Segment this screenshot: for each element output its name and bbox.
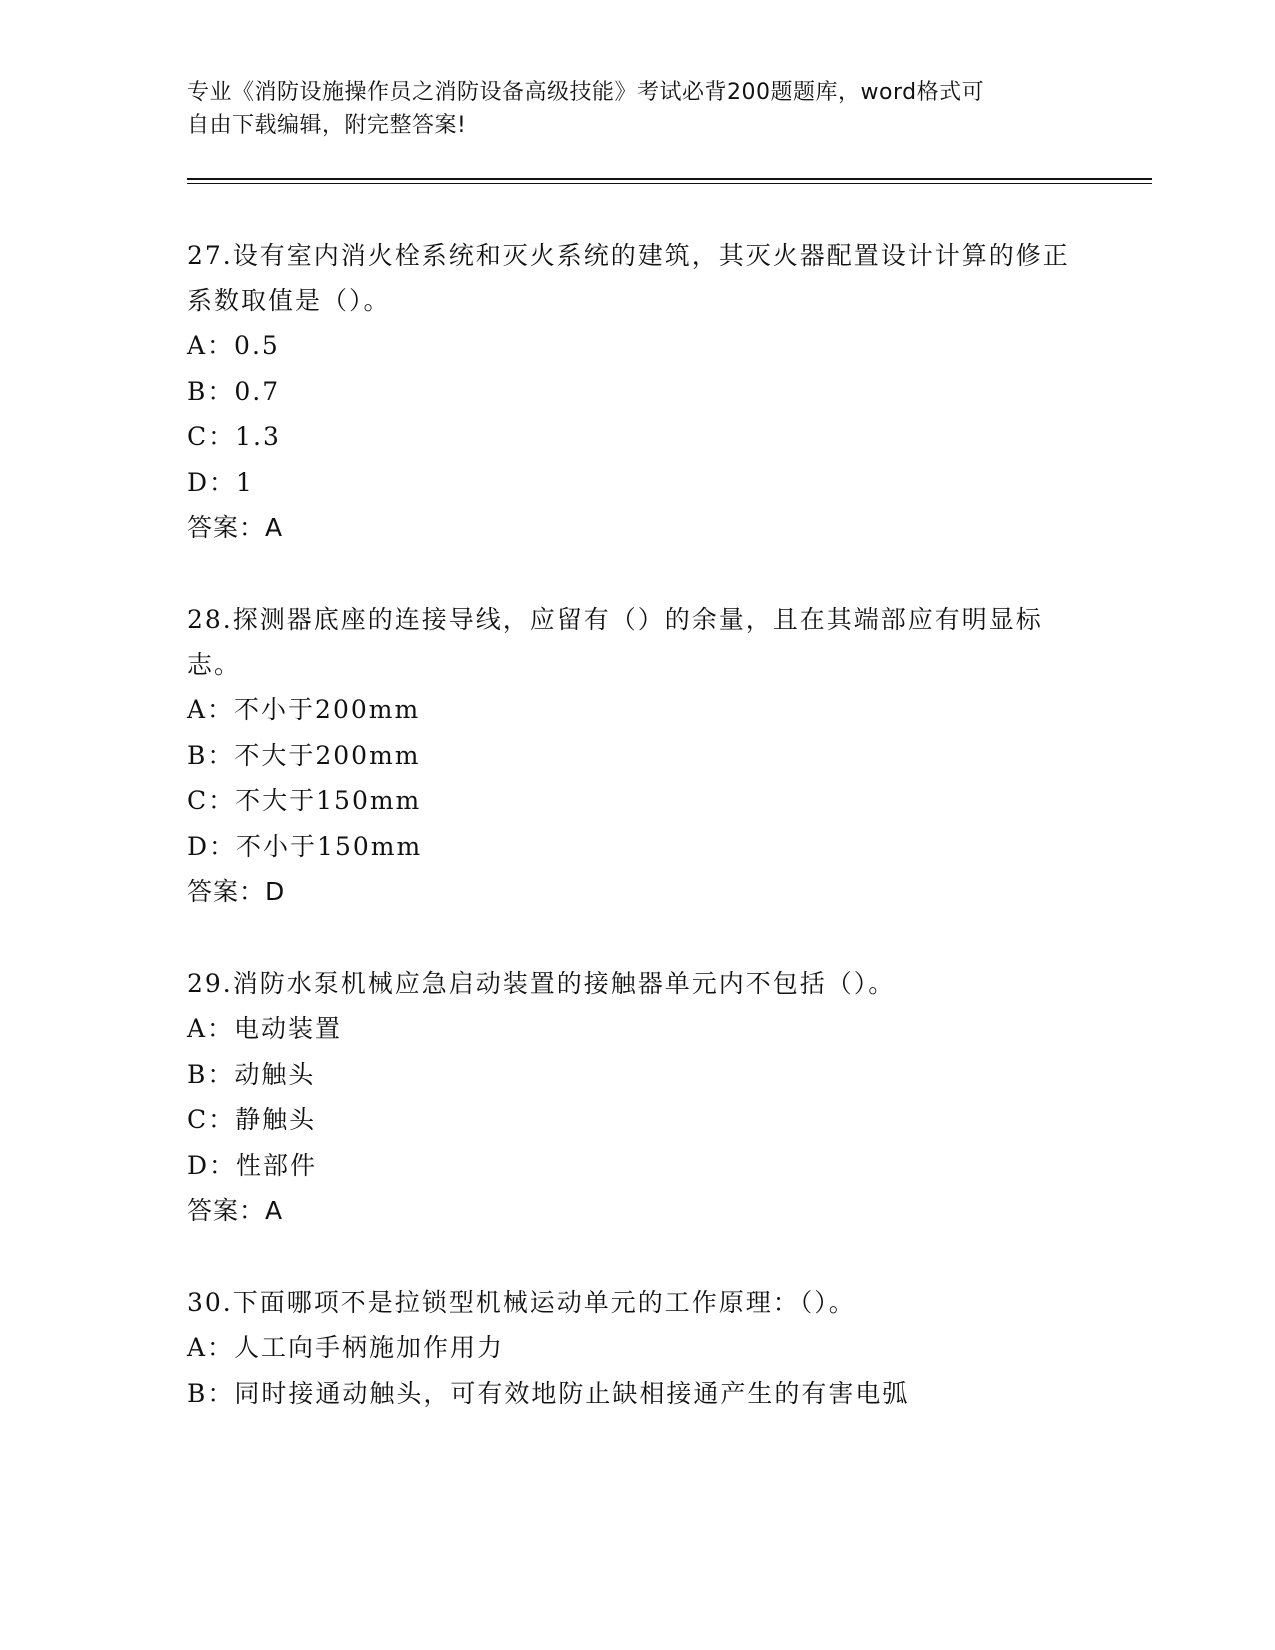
option-c: C：静触头 — [187, 1105, 317, 1134]
option-d: D：1 — [187, 467, 254, 497]
option-c: C：不大于150mm — [187, 786, 422, 815]
header-line-1: 专业《消防设施操作员之消防设备高级技能》考试必背200题题库，word格式可 — [187, 80, 985, 105]
option-a: A：0.5 — [187, 331, 280, 360]
option-a: A：不小于200mm — [187, 695, 421, 724]
question-text: 30.下面哪项不是拉锁型机械运动单元的工作原理：（）。 — [187, 1288, 856, 1317]
option-b: B：同时接通动触头，可有效地防止缺相接通产生的有害电弧 — [187, 1378, 910, 1408]
question-text: 29.消防水泵机械应急启动装置的接触器单元内不包括（）。 — [187, 969, 896, 998]
option-b: B：动触头 — [187, 1059, 316, 1089]
option-b: B：0.7 — [187, 376, 281, 406]
option-a: A：电动装置 — [187, 1014, 343, 1043]
option-d: D：不小于150mm — [187, 831, 423, 861]
option-d: D：性部件 — [187, 1150, 318, 1180]
header-divider-thin — [187, 183, 1152, 184]
answer: 答案：A — [187, 513, 284, 542]
answer: 答案：D — [187, 877, 286, 906]
document-header — [187, 76, 1067, 142]
header-divider-thick — [187, 178, 1152, 180]
option-c: C：1.3 — [187, 422, 281, 451]
header-line-2: 自由下载编辑，附完整答案! — [187, 113, 467, 138]
question-30 — [187, 1280, 1087, 1416]
answer: 答案：A — [187, 1196, 284, 1225]
question-text: 28.探测器底座的连接导线，应留有（）的余量，且在其端部应有明显标志。 — [187, 605, 1043, 679]
option-b: B：不大于200mm — [187, 740, 421, 770]
question-29 — [187, 961, 1087, 1234]
option-a: A：人工向手柄施加作用力 — [187, 1333, 505, 1362]
question-28 — [187, 597, 1087, 915]
question-27 — [187, 233, 1087, 551]
question-text: 27.设有室内消火栓系统和灭火系统的建筑，其灭火器配置设计计算的修正系数取值是（）。 — [187, 241, 1070, 315]
